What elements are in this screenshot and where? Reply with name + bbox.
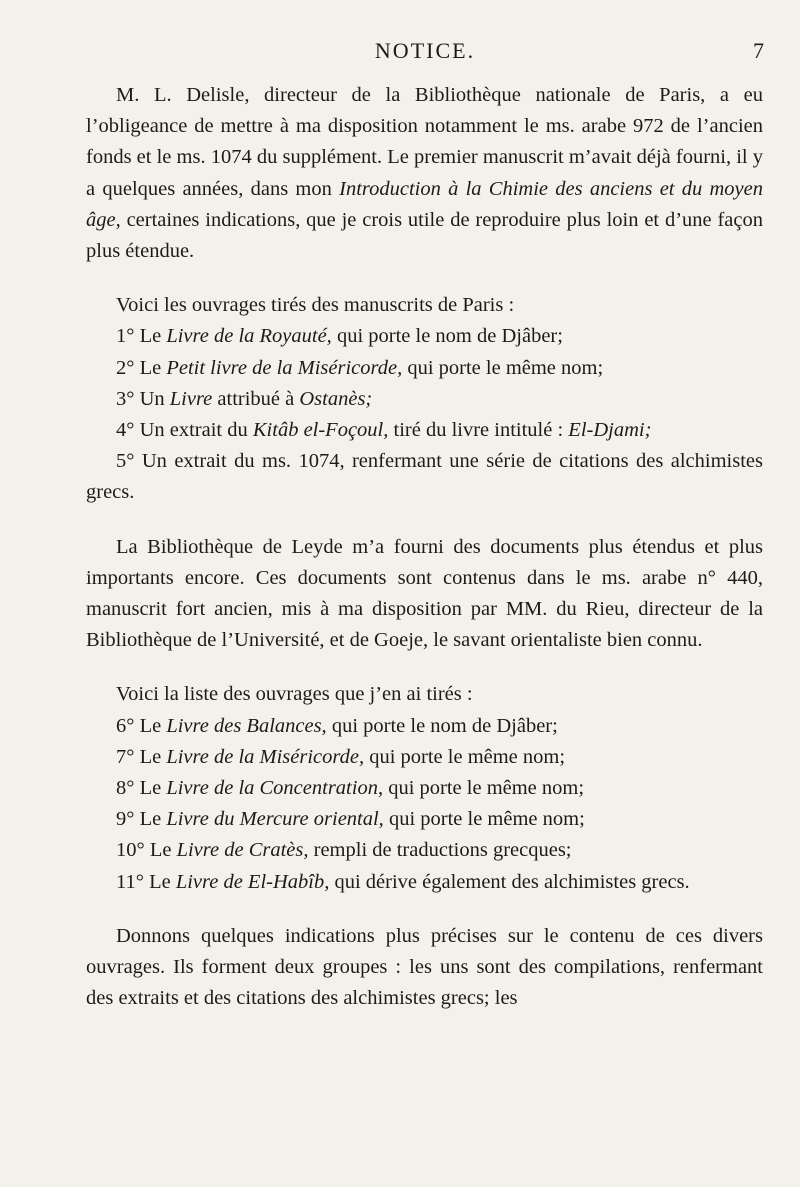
- body-text: [86, 80, 763, 1014]
- list-item: 2° Le Petit livre de la Miséricorde, qui porte le même nom;: [116, 356, 604, 379]
- running-head: [86, 38, 764, 68]
- list-item: 9° Le Livre du Mercure oriental, qui porte le même nom;: [116, 808, 585, 831]
- list-item: 8° Le Livre de la Concentration, qui porte le même nom;: [116, 777, 585, 800]
- book-title: Introduction à la Chimie des anciens et du moyen âge: [86, 177, 763, 231]
- text-span: , certaines indications, que je crois utile de reproduire plus loin et d’une façon plus étendue.: [86, 208, 763, 263]
- intro-leyde: Voici la liste des ouvrages que j’en ai tirés :: [116, 683, 473, 706]
- paragraph-leyde: La Bibliothèque de Leyde m’a fourni des documents plus étendus et plus importants encore. Ces documents sont contenus dans le ms. arabe n° 440, manuscrit fort ancien, mis à ma disposition par MM. du Rieu, directeur de la Bibliothèque de l’Université, et de Goeje, le savant orientaliste bien connu.: [86, 535, 763, 652]
- intro-paris: Voici les ouvrages tirés des manuscrits de Paris :: [116, 294, 515, 317]
- list-item: 1° Le Livre de la Royauté, qui porte le nom de Djâber;: [116, 325, 563, 348]
- list-item: 5° Un extrait du ms. 1074, renfermant une série de citations des alchimistes grecs.: [86, 450, 763, 504]
- list-item: 3° Un Livre attribué à Ostanès;: [116, 387, 373, 410]
- list-item: 10° Le Livre de Cratès, rempli de traductions grecques;: [116, 839, 572, 862]
- paragraph-delisle: [86, 80, 763, 267]
- list-item: 7° Le Livre de la Miséricorde, qui porte le même nom;: [116, 745, 566, 768]
- list-item: 6° Le Livre des Balances, qui porte le nom de Djâber;: [116, 714, 558, 737]
- page-number: 7: [753, 38, 764, 63]
- running-title: NOTICE.: [374, 38, 476, 63]
- text-span: M. L. Delisle, directeur de la Bibliothèque nationale de Paris, a eu l’obligeance de mettre à ma disposition notamment le ms. arabe 972 de l’ancien fonds et le ms. 1074 du supplément. Le premier manuscrit m’avait déjà fourni, il y a quelques années, dans mon: [86, 84, 763, 200]
- list-item: 11° Le Livre de El-Habîb, qui dérive également des alchimistes grecs.: [116, 870, 690, 893]
- paragraph-groupes: Donnons quelques indications plus précises sur le contenu de ces divers ouvrages. Ils forment deux groupes : les uns sont des compilations, renfermant des extraits et des citations des alchimistes grecs; les: [86, 924, 763, 1010]
- list-item: 4° Un extrait du Kitâb el-Foçoul, tiré du livre intitulé : El-Djami;: [116, 419, 652, 442]
